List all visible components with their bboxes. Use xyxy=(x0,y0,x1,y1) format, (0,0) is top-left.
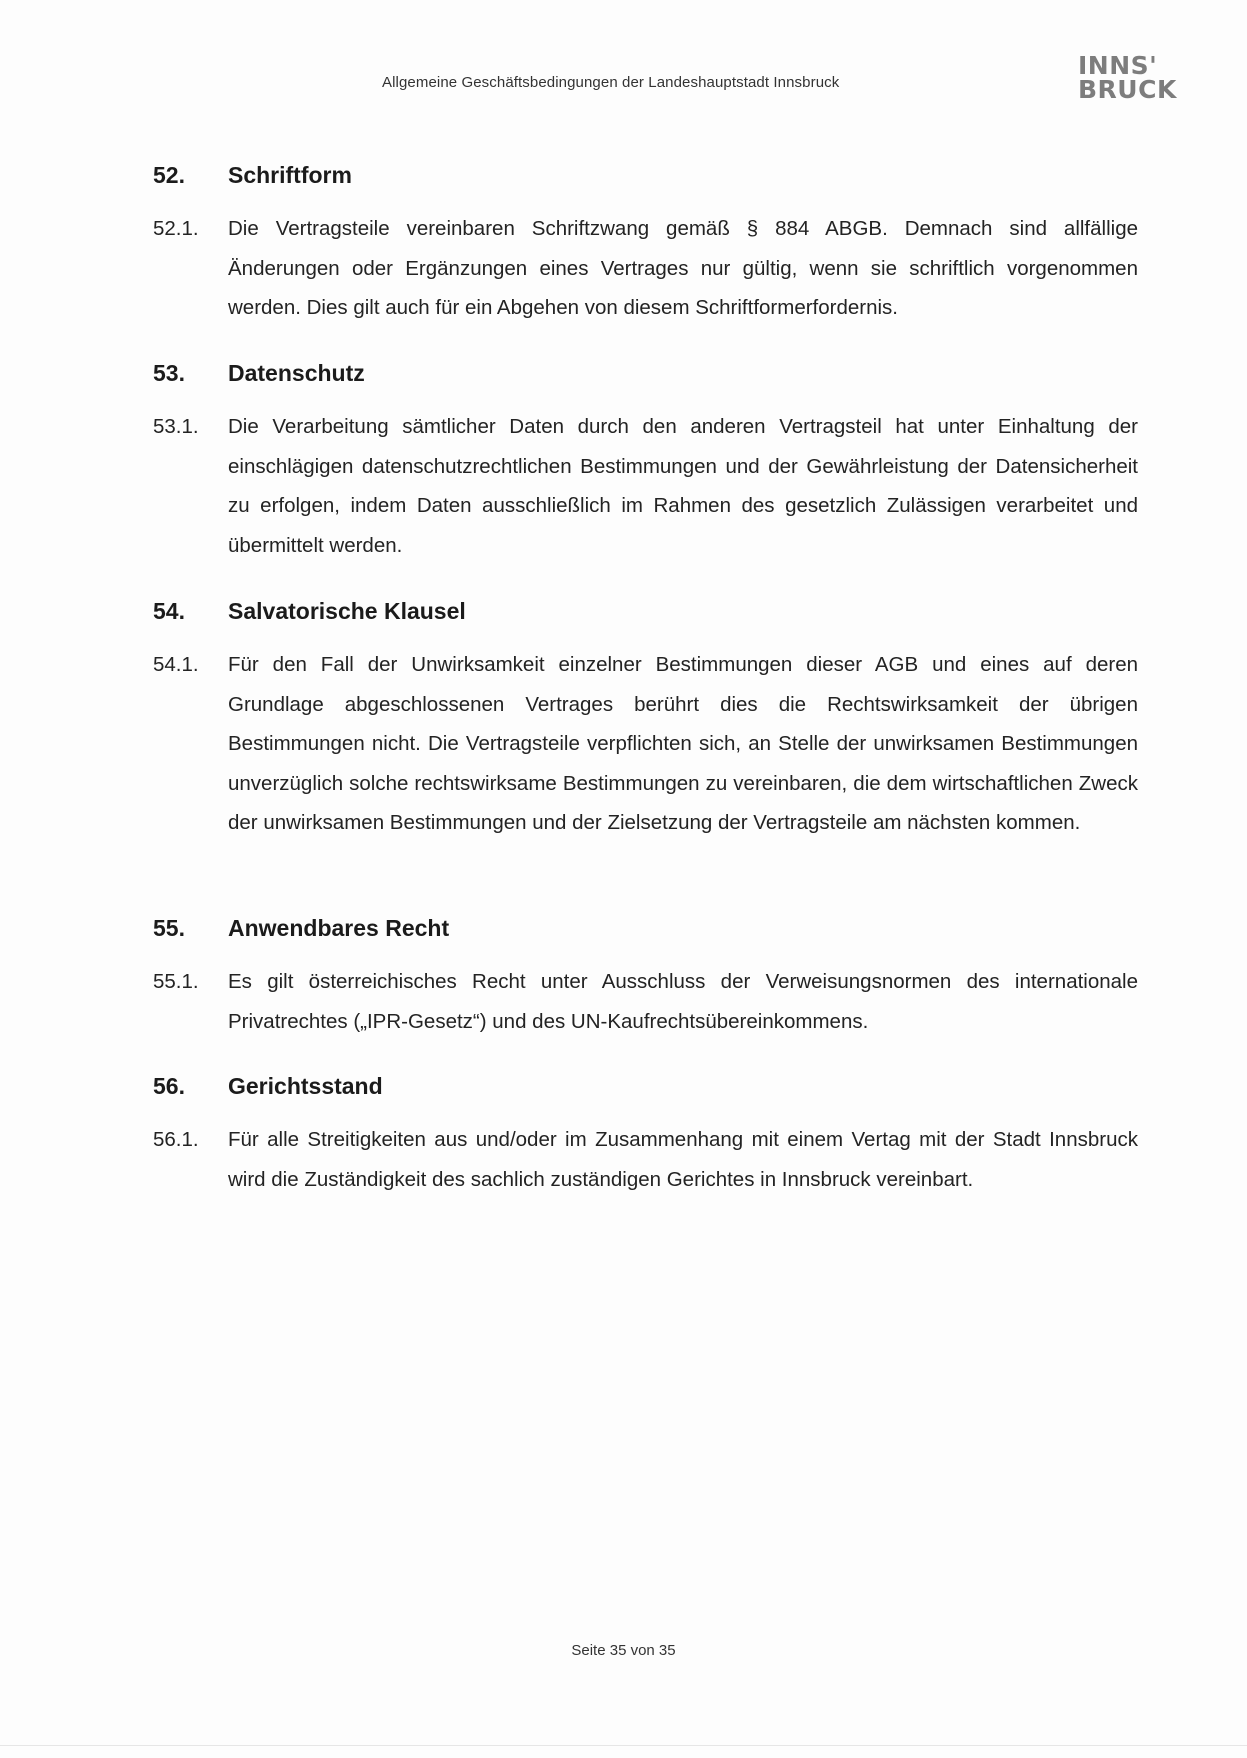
clause xyxy=(153,209,1143,328)
section-52 xyxy=(153,162,1143,328)
section-56 xyxy=(153,1073,1143,1199)
clause-number: 54.1. xyxy=(153,653,199,676)
page-number: Seite 35 von 35 xyxy=(571,1642,676,1659)
section-number: 56. xyxy=(153,1073,185,1099)
section-heading xyxy=(153,598,1143,625)
innsbruck-logo xyxy=(1078,51,1178,104)
section-title: Datenschutz xyxy=(228,360,365,386)
page-bottom-edge xyxy=(0,1745,1247,1746)
section-title: Anwendbares Recht xyxy=(228,915,450,941)
clause-text: Die Vertragsteile vereinbaren Schriftzwang gemäß § 884 ABGB. Demnach sind allfällige Änderungen oder Ergänzungen eines Vertrages nur gültig, wenn sie schriftlich vorgenommen werden. Dies gilt auch für ein Abgehen von diesem Schriftformerfordernis. xyxy=(228,217,1138,319)
section-53 xyxy=(153,360,1143,565)
section-54 xyxy=(153,598,1143,843)
header-title: Allgemeine Geschäftsbedingungen der Landeshauptstadt Innsbruck xyxy=(382,74,840,91)
section-title: Salvatorische Klausel xyxy=(228,598,466,624)
section-number: 52. xyxy=(153,162,185,188)
clause-number: 56.1. xyxy=(153,1128,199,1151)
section-heading xyxy=(153,162,1143,189)
section-number: 53. xyxy=(153,360,185,386)
section-title: Gerichtsstand xyxy=(228,1073,383,1099)
clause-text: Es gilt österreichisches Recht unter Ausschluss der Verweisungsnormen des internationale Privatrechtes („IPR-Gesetz“) und des UN-Kaufrechtsübereinkommens. xyxy=(228,970,1138,1033)
clause-number: 55.1. xyxy=(153,970,199,993)
clause xyxy=(153,962,1143,1041)
clause-text: Für alle Streitigkeiten aus und/oder im Zusammenhang mit einem Vertag mit der Stadt Innsbruck wird die Zuständigkeit des sachlich zuständigen Gerichtes in Innsbruck vereinbart. xyxy=(228,1128,1138,1191)
section-55 xyxy=(153,915,1143,1041)
logo-line-2: BRUCK xyxy=(1078,75,1177,104)
section-number: 54. xyxy=(153,598,185,624)
clause xyxy=(153,645,1143,843)
clause xyxy=(153,1120,1143,1199)
clause xyxy=(153,407,1143,565)
section-heading xyxy=(153,915,1143,942)
logo-line-1: INNS' xyxy=(1078,51,1158,80)
clause-text: Für den Fall der Unwirksamkeit einzelner Bestimmungen dieser AGB und eines auf deren Grundlage abgeschlossenen Vertrages berührt dies die Rechtswirksamkeit der übrigen Bestimmungen nicht. Die Vertragsteile verpflichten sich, an Stelle der unwirksamen Bestimmungen unverzüglich solche rechtswirksame Bestimmungen zu vereinbaren, die dem wirtschaftlichen Zweck der unwirksamen Bestimmungen und der Zielsetzung der Vertragsteile am nächsten kommen. xyxy=(228,653,1138,834)
section-number: 55. xyxy=(153,915,185,941)
section-title: Schriftform xyxy=(228,162,352,188)
clause-number: 52.1. xyxy=(153,217,199,240)
section-heading xyxy=(153,1073,1143,1100)
clause-text: Die Verarbeitung sämtlicher Daten durch den anderen Vertragsteil hat unter Einhaltung der einschlägigen datenschutzrechtlichen Bestimmungen und der Gewährleistung der Datensicherheit zu erfolgen, indem Daten ausschließlich im Rahmen des gesetzlich Zulässigen verarbeitet und übermittelt werden. xyxy=(228,415,1138,557)
section-heading xyxy=(153,360,1143,387)
clause-number: 53.1. xyxy=(153,415,199,438)
